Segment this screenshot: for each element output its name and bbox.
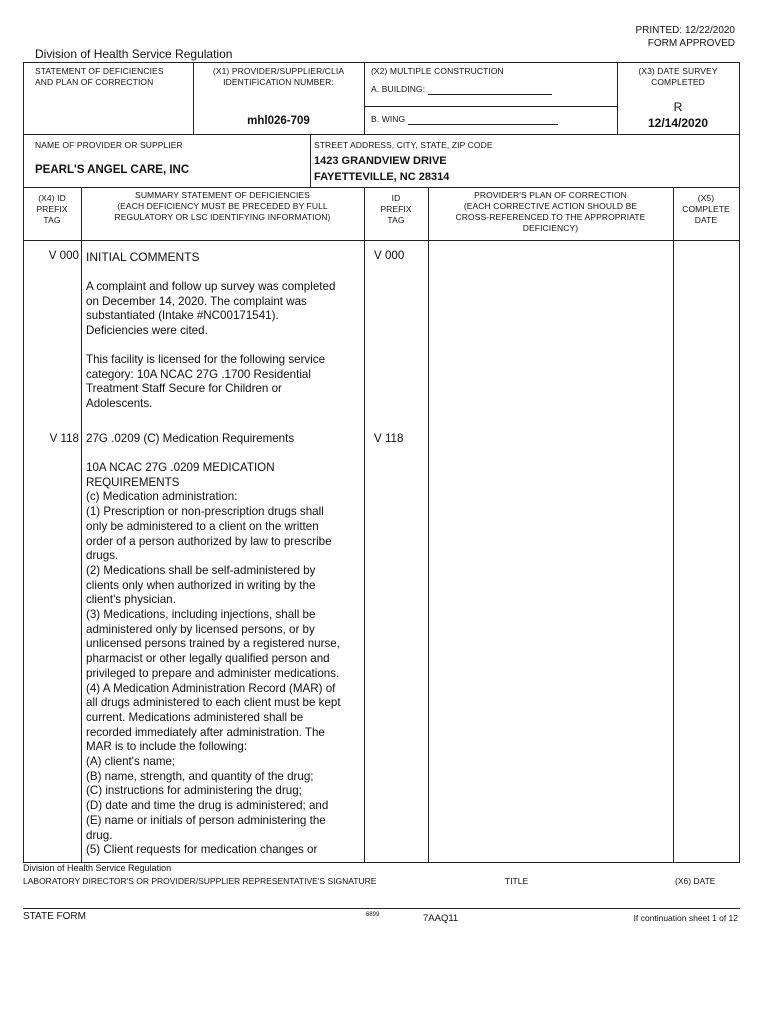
entry-title: INITIAL COMMENTS: [86, 250, 200, 264]
form-approved: FORM APPROVED: [647, 38, 735, 49]
event-id: 7AAQ11: [423, 913, 459, 924]
entry-title: 27G .0209 (C) Medication Requirements: [86, 432, 295, 445]
x1-label: (X1) PROVIDER/SUPPLIER/CLIA IDENTIFICATION NUMBER:: [212, 66, 345, 87]
building-label-text: A. BUILDING:: [371, 84, 426, 94]
building-label: [371, 84, 552, 95]
col-x5-header: (X5) COMPLETE DATE: [682, 193, 730, 225]
wing-label: [371, 114, 558, 125]
address-line1: 1423 GRANDVIEW DRIVE: [314, 155, 447, 167]
entry-tag: V 000: [48, 249, 79, 262]
signature-label: LABORATORY DIRECTOR'S OR PROVIDER/SUPPLIER REPRESENTATIVE'S SIGNATURE: [23, 876, 377, 886]
wing-field: [408, 114, 558, 125]
provider-name: PEARL'S ANGEL CARE, INC: [35, 164, 190, 176]
col-x4-header: (X4) ID PREFIX TAG: [36, 193, 68, 225]
footer-division: Division of Health Service Regulation: [23, 863, 172, 873]
x2-label: (X2) MULTIPLE CONSTRUCTION: [371, 66, 504, 76]
survey-code: R: [673, 100, 683, 114]
address-label: STREET ADDRESS, CITY, STATE, ZIP CODE: [314, 140, 493, 150]
entry-id-tag: V 118: [374, 432, 404, 445]
entry-tag: V 118: [49, 432, 79, 445]
printed-date: PRINTED: 12/22/2020: [635, 25, 735, 36]
state-form: STATE FORM: [23, 911, 86, 922]
provider-name-label: NAME OF PROVIDER OR SUPPLIER: [35, 140, 183, 150]
title-label: TITLE: [505, 876, 529, 886]
survey-date: 12/14/2020: [647, 116, 709, 130]
building-field: [428, 84, 552, 95]
x6-date-label: (X6) DATE: [675, 876, 716, 886]
entry-paragraph: This facility is licensed for the following service category: 10A NCAC 27G .1700 Residential Treatment Staff Secure for Children or Adolescents.: [86, 353, 326, 411]
col-id-header: ID PREFIX TAG: [380, 193, 412, 225]
col-summary-header: SUMMARY STATEMENT OF DEFICIENCIES (EACH DEFICIENCY MUST BE PRECEDED BY FULL REGULATORY OR LSC IDENTIFYING INFORMATION): [114, 190, 331, 222]
address-line2: FAYETTEVILLE, NC 28314: [314, 171, 450, 183]
form-code: 6899: [366, 912, 380, 918]
continuation-sheet: If continuation sheet 1 of 12: [633, 913, 738, 923]
entry-paragraph: 10A NCAC 27G .0209 MEDICATION REQUIREMENTS (c) Medication administration: (1) Prescription or non-prescription drugs shall only be administered to a client on the written order of a person authorized by law to prescribe drugs. (2) Medications shall be self-administered by clients only when authorized in writing by the client's physician. (3) Medications, including injections, shall be administered only by licensed persons, or by unlicensed persons trained by a registered nurse, pharmacist or other legally qualified person and privileged to prepare and administer medications. (4) A Medication Administration Record (MAR) of all drugs administered to each client must be kept current. Medications administered shall be recorded immediately after administration. The MAR is to include the following: (A) client's name; (B) name, strength, and quantity of the drug; (C) instructions for administering the drug; (D) date and time the drug is administered; and (E) name or initials of person administering the drug. (5) Client requests for medication changes or: [86, 461, 341, 857]
wing-label-text: B. WING: [371, 114, 406, 124]
col-plan-header: PROVIDER'S PLAN OF CORRECTION (EACH CORRECTIVE ACTION SHOULD BE CROSS-REFERENCED TO THE APPROPRIATE DEFICIENCY): [455, 190, 646, 233]
statement-label: STATEMENT OF DEFICIENCIES AND PLAN OF CORRECTION: [35, 66, 164, 87]
x3-label: (X3) DATE SURVEY COMPLETED: [638, 66, 718, 87]
entry-paragraph: A complaint and follow up survey was completed on December 14, 2020. The complaint was substantiated (Intake #NC00171541). Deficiencies were cited.: [86, 280, 336, 338]
entry-id-tag: V 000: [374, 249, 405, 262]
division-title: Division of Health Service Regulation: [35, 47, 233, 61]
provider-id: mhl026-709: [247, 115, 310, 127]
